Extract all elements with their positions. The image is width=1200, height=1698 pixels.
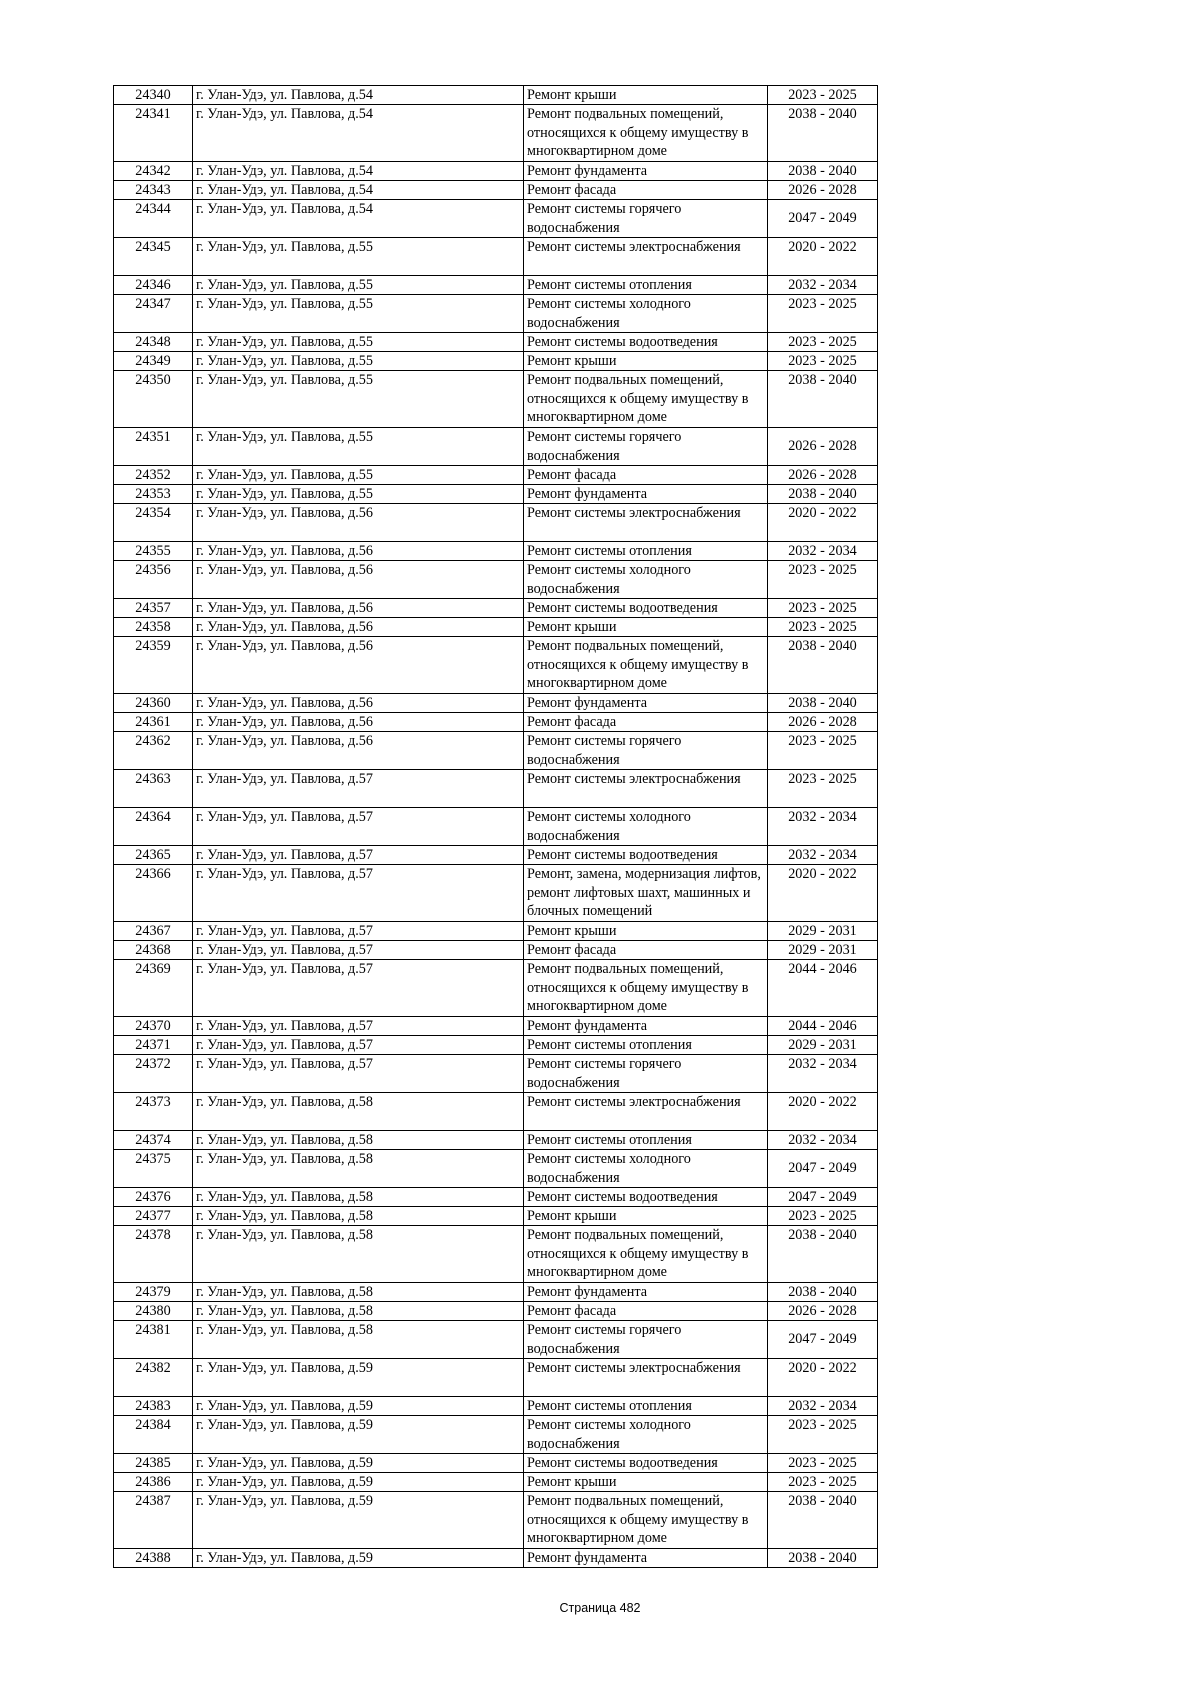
row-number: 24370 [114,1017,193,1035]
table-row [114,1207,878,1226]
row-work-type: Ремонт подвальных помещений, относящихся к общему имуществу в многоквартирном доме [524,960,768,1016]
row-number: 24346 [114,276,193,294]
row-work-type: Ремонт фасада [524,466,768,484]
table-row [114,200,878,238]
row-address: г. Улан-Удэ, ул. Павлова, д.58 [193,1093,524,1130]
row-period: 2038 - 2040 [768,371,878,427]
row-number: 24377 [114,1207,193,1225]
table-row [114,1454,878,1473]
table-row [114,599,878,618]
row-address: г. Улан-Удэ, ул. Павлова, д.54 [193,181,524,199]
row-work-type: Ремонт системы холодного водоснабжения [524,808,768,845]
row-period: 2038 - 2040 [768,1283,878,1301]
table-row [114,276,878,295]
row-period: 2029 - 2031 [768,922,878,940]
row-address: г. Улан-Удэ, ул. Павлова, д.55 [193,295,524,332]
row-work-type: Ремонт системы отопления [524,1397,768,1415]
row-number: 24359 [114,637,193,693]
row-work-type: Ремонт системы водоотведения [524,846,768,864]
row-work-type: Ремонт фасада [524,713,768,731]
table-row [114,428,878,466]
row-address: г. Улан-Удэ, ул. Павлова, д.56 [193,694,524,712]
row-period: 2026 - 2028 [768,713,878,731]
row-period: 2023 - 2025 [768,770,878,807]
table-row [114,1473,878,1492]
table-row [114,371,878,428]
row-period: 2020 - 2022 [768,504,878,541]
row-period: 2026 - 2028 [768,428,878,465]
row-number: 24373 [114,1093,193,1130]
row-number: 24352 [114,466,193,484]
row-work-type: Ремонт системы водоотведения [524,599,768,617]
table-row [114,333,878,352]
row-address: г. Улан-Удэ, ул. Павлова, д.57 [193,1017,524,1035]
row-number: 24353 [114,485,193,503]
table-row [114,1359,878,1397]
row-work-type: Ремонт системы холодного водоснабжения [524,1150,768,1187]
row-period: 2044 - 2046 [768,960,878,1016]
row-work-type: Ремонт фасада [524,1302,768,1320]
row-work-type: Ремонт системы водоотведения [524,333,768,351]
row-period: 2023 - 2025 [768,732,878,769]
row-period: 2026 - 2028 [768,466,878,484]
row-address: г. Улан-Удэ, ул. Павлова, д.56 [193,618,524,636]
table-row [114,618,878,637]
row-work-type: Ремонт фундамента [524,1549,768,1567]
row-address: г. Улан-Удэ, ул. Павлова, д.55 [193,238,524,275]
row-work-type: Ремонт системы электроснабжения [524,504,768,541]
row-period: 2020 - 2022 [768,865,878,921]
row-work-type: Ремонт системы отопления [524,1036,768,1054]
row-period: 2044 - 2046 [768,1017,878,1035]
row-address: г. Улан-Удэ, ул. Павлова, д.59 [193,1416,524,1453]
table-row [114,1302,878,1321]
row-number: 24348 [114,333,193,351]
row-number: 24349 [114,352,193,370]
row-address: г. Улан-Удэ, ул. Павлова, д.58 [193,1321,524,1358]
row-work-type: Ремонт фасада [524,941,768,959]
row-period: 2032 - 2034 [768,808,878,845]
row-number: 24368 [114,941,193,959]
row-address: г. Улан-Удэ, ул. Павлова, д.59 [193,1492,524,1548]
row-number: 24362 [114,732,193,769]
table-row [114,1226,878,1283]
row-period: 2032 - 2034 [768,1055,878,1092]
table-row [114,1321,878,1359]
table-row [114,865,878,922]
row-period: 2026 - 2028 [768,181,878,199]
row-number: 24364 [114,808,193,845]
row-address: г. Улан-Удэ, ул. Павлова, д.55 [193,276,524,294]
row-number: 24384 [114,1416,193,1453]
row-address: г. Улан-Удэ, ул. Павлова, д.56 [193,637,524,693]
row-work-type: Ремонт фундамента [524,485,768,503]
row-work-type: Ремонт крыши [524,922,768,940]
row-number: 24343 [114,181,193,199]
row-period: 2023 - 2025 [768,599,878,617]
table-row [114,713,878,732]
table-row [114,1492,878,1549]
row-number: 24351 [114,428,193,465]
row-number: 24365 [114,846,193,864]
row-period: 2038 - 2040 [768,1492,878,1548]
table-row [114,960,878,1017]
row-work-type: Ремонт системы электроснабжения [524,238,768,275]
row-period: 2032 - 2034 [768,1131,878,1149]
row-address: г. Улан-Удэ, ул. Павлова, д.59 [193,1454,524,1472]
row-number: 24375 [114,1150,193,1187]
row-period: 2038 - 2040 [768,485,878,503]
row-period: 2038 - 2040 [768,637,878,693]
row-period: 2023 - 2025 [768,1207,878,1225]
row-number: 24386 [114,1473,193,1491]
row-work-type: Ремонт подвальных помещений, относящихся к общему имуществу в многоквартирном доме [524,637,768,693]
row-number: 24372 [114,1055,193,1092]
row-address: г. Улан-Удэ, ул. Павлова, д.55 [193,485,524,503]
row-work-type: Ремонт подвальных помещений, относящихся к общему имуществу в многоквартирном доме [524,371,768,427]
table-row [114,808,878,846]
row-number: 24356 [114,561,193,598]
row-address: г. Улан-Удэ, ул. Павлова, д.58 [193,1207,524,1225]
table-row [114,846,878,865]
row-work-type: Ремонт крыши [524,1473,768,1491]
table-row [114,1188,878,1207]
table-row [114,694,878,713]
row-work-type: Ремонт фундамента [524,694,768,712]
row-work-type: Ремонт системы электроснабжения [524,1093,768,1130]
row-period: 2023 - 2025 [768,1473,878,1491]
row-period: 2047 - 2049 [768,1321,878,1358]
row-period: 2047 - 2049 [768,1188,878,1206]
table-row [114,542,878,561]
row-work-type: Ремонт системы отопления [524,542,768,560]
table-row [114,1397,878,1416]
row-number: 24355 [114,542,193,560]
row-period: 2020 - 2022 [768,1359,878,1396]
row-address: г. Улан-Удэ, ул. Павлова, д.58 [193,1283,524,1301]
row-work-type: Ремонт системы электроснабжения [524,1359,768,1396]
row-work-type: Ремонт системы электроснабжения [524,770,768,807]
row-address: г. Улан-Удэ, ул. Павлова, д.56 [193,732,524,769]
row-address: г. Улан-Удэ, ул. Павлова, д.57 [193,846,524,864]
table-row [114,561,878,599]
row-work-type: Ремонт фундамента [524,1017,768,1035]
row-work-type: Ремонт крыши [524,86,768,104]
row-work-type: Ремонт системы холодного водоснабжения [524,1416,768,1453]
row-number: 24376 [114,1188,193,1206]
row-address: г. Улан-Удэ, ул. Павлова, д.59 [193,1397,524,1415]
table-row [114,504,878,542]
row-work-type: Ремонт системы водоотведения [524,1454,768,1472]
row-work-type: Ремонт подвальных помещений, относящихся к общему имуществу в многоквартирном доме [524,1492,768,1548]
row-address: г. Улан-Удэ, ул. Павлова, д.57 [193,808,524,845]
row-number: 24360 [114,694,193,712]
table-row [114,922,878,941]
row-address: г. Улан-Удэ, ул. Павлова, д.59 [193,1473,524,1491]
row-work-type: Ремонт системы горячего водоснабжения [524,428,768,465]
row-address: г. Улан-Удэ, ул. Павлова, д.55 [193,428,524,465]
row-period: 2026 - 2028 [768,1302,878,1320]
row-period: 2023 - 2025 [768,1454,878,1472]
table-row [114,352,878,371]
row-address: г. Улан-Удэ, ул. Павлова, д.57 [193,960,524,1016]
row-period: 2023 - 2025 [768,86,878,104]
row-address: г. Улан-Удэ, ул. Павлова, д.54 [193,162,524,180]
row-work-type: Ремонт крыши [524,352,768,370]
row-address: г. Улан-Удэ, ул. Павлова, д.57 [193,770,524,807]
table-row [114,1036,878,1055]
row-address: г. Улан-Удэ, ул. Павлова, д.57 [193,865,524,921]
row-address: г. Улан-Удэ, ул. Павлова, д.58 [193,1302,524,1320]
row-period: 2038 - 2040 [768,1549,878,1567]
table-row [114,732,878,770]
row-number: 24371 [114,1036,193,1054]
row-period: 2038 - 2040 [768,1226,878,1282]
row-number: 24378 [114,1226,193,1282]
row-period: 2032 - 2034 [768,276,878,294]
row-number: 24367 [114,922,193,940]
row-address: г. Улан-Удэ, ул. Павлова, д.57 [193,1055,524,1092]
row-work-type: Ремонт, замена, модернизация лифтов, ремонт лифтовых шахт, машинных и блочных помещений [524,865,768,921]
row-address: г. Улан-Удэ, ул. Павлова, д.58 [193,1150,524,1187]
row-address: г. Улан-Удэ, ул. Павлова, д.56 [193,561,524,598]
row-address: г. Улан-Удэ, ул. Павлова, д.59 [193,1359,524,1396]
row-period: 2038 - 2040 [768,694,878,712]
row-address: г. Улан-Удэ, ул. Павлова, д.55 [193,371,524,427]
row-number: 24380 [114,1302,193,1320]
table-row [114,238,878,276]
row-address: г. Улан-Удэ, ул. Павлова, д.54 [193,86,524,104]
table-row [114,1093,878,1131]
row-address: г. Улан-Удэ, ул. Павлова, д.54 [193,200,524,237]
table-row [114,1416,878,1454]
row-work-type: Ремонт системы отопления [524,276,768,294]
table-row [114,181,878,200]
row-address: г. Улан-Удэ, ул. Павлова, д.56 [193,713,524,731]
row-work-type: Ремонт подвальных помещений, относящихся к общему имуществу в многоквартирном доме [524,105,768,161]
table-row [114,1283,878,1302]
page-number: Страница 482 [559,1601,641,1615]
row-number: 24344 [114,200,193,237]
row-work-type: Ремонт системы холодного водоснабжения [524,295,768,332]
row-number: 24381 [114,1321,193,1358]
row-number: 24374 [114,1131,193,1149]
table-row [114,105,878,162]
row-work-type: Ремонт системы горячего водоснабжения [524,200,768,237]
row-period: 2023 - 2025 [768,618,878,636]
row-number: 24361 [114,713,193,731]
row-period: 2047 - 2049 [768,200,878,237]
row-number: 24354 [114,504,193,541]
row-address: г. Улан-Удэ, ул. Павлова, д.58 [193,1188,524,1206]
row-number: 24379 [114,1283,193,1301]
row-address: г. Улан-Удэ, ул. Павлова, д.57 [193,941,524,959]
row-number: 24350 [114,371,193,427]
row-number: 24345 [114,238,193,275]
table-row [114,295,878,333]
table-row [114,162,878,181]
row-address: г. Улан-Удэ, ул. Павлова, д.58 [193,1226,524,1282]
row-period: 2047 - 2049 [768,1150,878,1187]
row-work-type: Ремонт фундамента [524,162,768,180]
row-period: 2029 - 2031 [768,1036,878,1054]
table-row [114,1150,878,1188]
row-work-type: Ремонт фундамента [524,1283,768,1301]
row-work-type: Ремонт крыши [524,1207,768,1225]
row-address: г. Улан-Удэ, ул. Павлова, д.57 [193,922,524,940]
row-period: 2023 - 2025 [768,352,878,370]
table-row [114,1017,878,1036]
row-work-type: Ремонт крыши [524,618,768,636]
table-row [114,86,878,105]
row-address: г. Улан-Удэ, ул. Павлова, д.58 [193,1131,524,1149]
row-period: 2023 - 2025 [768,1416,878,1453]
row-period: 2038 - 2040 [768,105,878,161]
row-period: 2032 - 2034 [768,846,878,864]
row-work-type: Ремонт фасада [524,181,768,199]
row-period: 2032 - 2034 [768,542,878,560]
row-address: г. Улан-Удэ, ул. Павлова, д.56 [193,599,524,617]
row-number: 24357 [114,599,193,617]
row-work-type: Ремонт системы горячего водоснабжения [524,1055,768,1092]
row-period: 2029 - 2031 [768,941,878,959]
row-number: 24358 [114,618,193,636]
row-work-type: Ремонт системы отопления [524,1131,768,1149]
row-work-type: Ремонт подвальных помещений, относящихся к общему имуществу в многоквартирном доме [524,1226,768,1282]
row-work-type: Ремонт системы горячего водоснабжения [524,732,768,769]
table-row [114,1055,878,1093]
row-address: г. Улан-Удэ, ул. Павлова, д.59 [193,1549,524,1567]
row-period: 2020 - 2022 [768,1093,878,1130]
row-number: 24341 [114,105,193,161]
table-row [114,637,878,694]
row-period: 2023 - 2025 [768,295,878,332]
table-row [114,485,878,504]
row-number: 24387 [114,1492,193,1548]
table-row [114,1549,878,1568]
row-address: г. Улан-Удэ, ул. Павлова, д.57 [193,1036,524,1054]
row-address: г. Улан-Удэ, ул. Павлова, д.55 [193,333,524,351]
row-number: 24363 [114,770,193,807]
table-row [114,466,878,485]
row-period: 2023 - 2025 [768,561,878,598]
row-number: 24347 [114,295,193,332]
row-address: г. Улан-Удэ, ул. Павлова, д.56 [193,504,524,541]
table-row [114,941,878,960]
row-number: 24388 [114,1549,193,1567]
row-address: г. Улан-Удэ, ул. Павлова, д.56 [193,542,524,560]
row-number: 24382 [114,1359,193,1396]
row-period: 2032 - 2034 [768,1397,878,1415]
row-address: г. Улан-Удэ, ул. Павлова, д.54 [193,105,524,161]
row-number: 24342 [114,162,193,180]
row-period: 2038 - 2040 [768,162,878,180]
row-address: г. Улан-Удэ, ул. Павлова, д.55 [193,352,524,370]
table-row [114,1131,878,1150]
table-row [114,770,878,808]
row-number: 24385 [114,1454,193,1472]
row-period: 2020 - 2022 [768,238,878,275]
row-number: 24340 [114,86,193,104]
row-number: 24366 [114,865,193,921]
works-table [113,85,878,1568]
row-number: 24383 [114,1397,193,1415]
row-period: 2023 - 2025 [768,333,878,351]
row-work-type: Ремонт системы водоотведения [524,1188,768,1206]
row-number: 24369 [114,960,193,1016]
row-work-type: Ремонт системы холодного водоснабжения [524,561,768,598]
row-work-type: Ремонт системы горячего водоснабжения [524,1321,768,1358]
row-address: г. Улан-Удэ, ул. Павлова, д.55 [193,466,524,484]
